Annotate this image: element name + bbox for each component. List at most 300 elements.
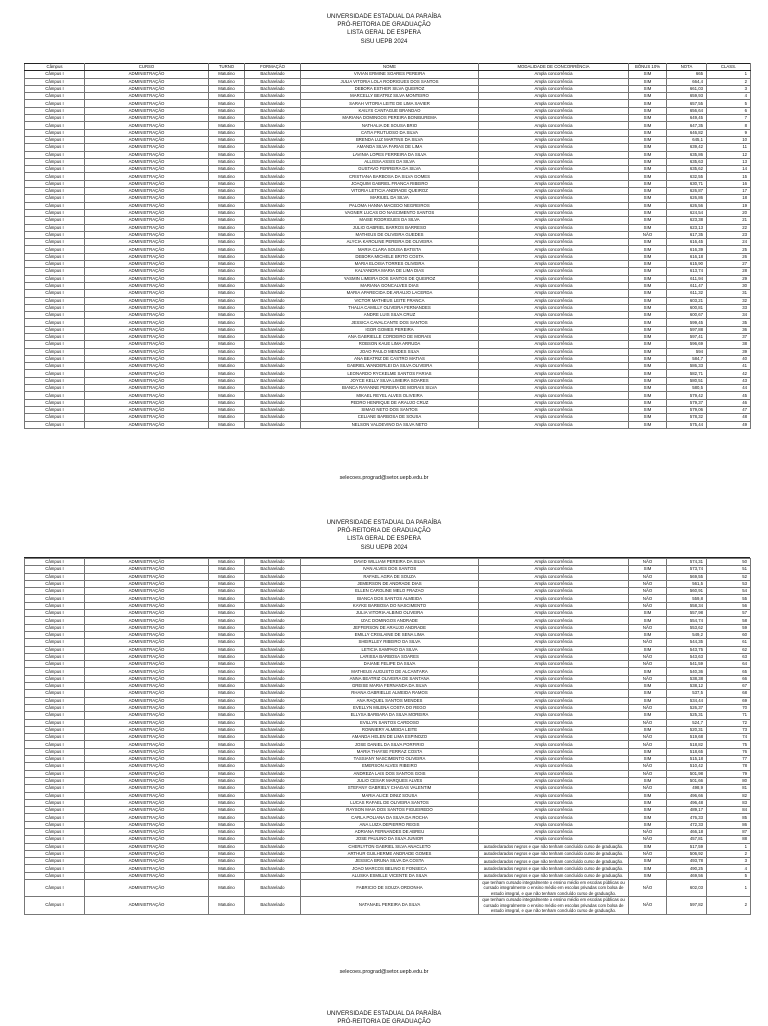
waitlist-table-page-1 [24, 63, 751, 429]
name-cell: CHERLYTON GABRIEL SILVA ANACLETO [301, 843, 479, 850]
bonus-cell: SIM [629, 151, 667, 158]
degree-cell: Bacharelado [245, 341, 301, 348]
table-row [25, 231, 751, 238]
score-cell: 510,42 [667, 763, 707, 770]
course-cell: ADMINISTRAÇÃO [85, 588, 209, 595]
table-row [25, 865, 751, 872]
shift-cell: Matutino [209, 261, 245, 268]
footer-email[interactable]: selecoes.prograd@setor.uepb.edu.br [339, 969, 429, 975]
bonus-cell: SIM [629, 173, 667, 180]
modality-cell: Ampla concorrência [479, 734, 629, 741]
course-cell: ADMINISTRAÇÃO [85, 158, 209, 165]
campus-cell: Câmpus I [25, 880, 85, 897]
modality-cell: Ampla concorrência [479, 173, 629, 180]
score-cell: 466,18 [667, 828, 707, 835]
rank-cell: 42 [707, 370, 751, 377]
prograd-name: PRÓ-REITORIA DE GRADUAÇÃO [337, 22, 431, 29]
score-cell: 541,59 [667, 661, 707, 668]
bonus-cell: NÃO [629, 880, 667, 897]
score-cell: 540,36 [667, 668, 707, 675]
course-cell: ADMINISTRAÇÃO [85, 807, 209, 814]
shift-cell: Matutino [209, 559, 245, 566]
bonus-cell: SIM [629, 712, 667, 719]
modality-cell: Ampla concorrência [479, 304, 629, 311]
rank-cell: 56 [707, 602, 751, 609]
score-cell: 603,21 [667, 297, 707, 304]
bonus-cell: NÃO [629, 828, 667, 835]
course-cell: ADMINISTRAÇÃO [85, 115, 209, 122]
shift-cell: Matutino [209, 865, 245, 872]
name-cell: EMILLY CRISLAINE DE SENA LIMA [301, 631, 479, 638]
rank-cell: 40 [707, 355, 751, 362]
name-cell: NATANAEL PEREIRA DA SILVA [301, 897, 479, 914]
shift-cell: Matutino [209, 115, 245, 122]
bonus-cell: SIM [629, 341, 667, 348]
degree-cell: Bacharelado [245, 93, 301, 100]
shift-cell: Matutino [209, 573, 245, 580]
degree-cell: Bacharelado [245, 115, 301, 122]
modality-cell: Ampla concorrência [479, 290, 629, 297]
campus-cell: Câmpus I [25, 770, 85, 777]
bonus-cell: NÃO [629, 675, 667, 682]
campus-cell: Câmpus I [25, 319, 85, 326]
shift-cell: Matutino [209, 93, 245, 100]
campus-cell: Câmpus I [25, 93, 85, 100]
shift-cell: Matutino [209, 188, 245, 195]
degree-cell: Bacharelado [245, 828, 301, 835]
modality-cell: Ampla concorrência [479, 129, 629, 136]
score-cell: 493,78 [667, 858, 707, 865]
table-row [25, 122, 751, 129]
degree-cell: Bacharelado [245, 588, 301, 595]
modality-cell: Ampla concorrência [479, 385, 629, 392]
modality-cell: Ampla concorrência [479, 231, 629, 238]
campus-cell: Câmpus I [25, 85, 85, 92]
prograd-name: PRÓ-REITORIA DE GRADUAÇÃO [337, 1019, 431, 1026]
name-cell: ANA RAQUEL SANTOS MENDES [301, 697, 479, 704]
shift-cell: Matutino [209, 770, 245, 777]
table-row [25, 363, 751, 370]
score-cell: 649,45 [667, 115, 707, 122]
rank-cell: 28 [707, 268, 751, 275]
shift-cell: Matutino [209, 828, 245, 835]
bonus-cell: NÃO [629, 595, 667, 602]
bonus-cell: SIM [629, 312, 667, 319]
shift-cell: Matutino [209, 639, 245, 646]
name-cell: NATHALIA DE SOUSA BRIO [301, 122, 479, 129]
score-cell: 543,63 [667, 653, 707, 660]
rank-cell: 37 [707, 333, 751, 340]
rank-cell: 24 [707, 239, 751, 246]
score-cell: 582,71 [667, 370, 707, 377]
campus-cell: Câmpus I [25, 719, 85, 726]
modality-cell: Ampla concorrência [479, 333, 629, 340]
course-cell: ADMINISTRAÇÃO [85, 719, 209, 726]
table-row [25, 385, 751, 392]
table-row [25, 392, 751, 399]
name-cell: AMANDA SILVA FARIAS DE LIMA [301, 144, 479, 151]
campus-cell: Câmpus I [25, 646, 85, 653]
table-row [25, 573, 751, 580]
bonus-cell: NÃO [629, 741, 667, 748]
score-cell: 498,9 [667, 785, 707, 792]
course-cell: ADMINISTRAÇÃO [85, 253, 209, 260]
modality-cell: Ampla concorrência [479, 617, 629, 624]
modality-cell: Ampla concorrência [479, 224, 629, 231]
course-cell: ADMINISTRAÇÃO [85, 231, 209, 238]
column-header: NOME [301, 64, 479, 71]
shift-cell: Matutino [209, 646, 245, 653]
bonus-cell: SIM [629, 748, 667, 755]
bonus-cell: SIM [629, 275, 667, 282]
campus-cell: Câmpus I [25, 129, 85, 136]
modality-cell: Ampla concorrência [479, 297, 629, 304]
campus-cell: Câmpus I [25, 559, 85, 566]
course-cell: ADMINISTRAÇÃO [85, 683, 209, 690]
shift-cell: Matutino [209, 880, 245, 897]
shift-cell: Matutino [209, 617, 245, 624]
campus-cell: Câmpus I [25, 370, 85, 377]
shift-cell: Matutino [209, 78, 245, 85]
degree-cell: Bacharelado [245, 151, 301, 158]
course-cell: ADMINISTRAÇÃO [85, 348, 209, 355]
score-cell: 586,33 [667, 363, 707, 370]
name-cell: ARTHUR GUILHERME ANDRADE GOMES [301, 850, 479, 857]
modality-cell: Ampla concorrência [479, 217, 629, 224]
footer-email[interactable]: selecoes.prograd@setor.uepb.edu.br [339, 475, 429, 481]
score-cell: 616,39 [667, 246, 707, 253]
bonus-cell: SIM [629, 319, 667, 326]
table-row [25, 566, 751, 573]
bonus-cell: SIM [629, 195, 667, 202]
modality-cell: Ampla concorrência [479, 763, 629, 770]
score-cell: 600,81 [667, 304, 707, 311]
sisu-title: SiSU UEPB 2024 [360, 544, 408, 551]
rank-cell: 4 [707, 865, 751, 872]
campus-cell: Câmpus I [25, 239, 85, 246]
course-cell: ADMINISTRAÇÃO [85, 799, 209, 806]
page-header-2 [0, 519, 768, 552]
shift-cell: Matutino [209, 231, 245, 238]
name-cell: KAYKE BARBOSA DO NASCIMENTO [301, 602, 479, 609]
course-cell: ADMINISTRAÇÃO [85, 406, 209, 413]
table-row [25, 559, 751, 566]
name-cell: KALYANDRA MARIA DE LIMA DIAS [301, 268, 479, 275]
modality-cell: autodeclarados negros e que não tenham concluído curso de graduação. [479, 850, 629, 857]
modality-cell: Ampla concorrência [479, 363, 629, 370]
table-row [25, 748, 751, 755]
score-cell: 580,51 [667, 377, 707, 384]
rank-cell: 3 [707, 858, 751, 865]
score-cell: 626,86 [667, 195, 707, 202]
table-row [25, 792, 751, 799]
course-cell: ADMINISTRAÇÃO [85, 653, 209, 660]
rank-cell: 33 [707, 304, 751, 311]
campus-cell: Câmpus I [25, 690, 85, 697]
rank-cell: 47 [707, 406, 751, 413]
shift-cell: Matutino [209, 326, 245, 333]
table-row [25, 588, 751, 595]
table-row [25, 304, 751, 311]
campus-cell: Câmpus I [25, 217, 85, 224]
name-cell: JESSICA CAVALCANTE DOS SANTOS [301, 319, 479, 326]
modality-cell: Ampla concorrência [479, 144, 629, 151]
rank-cell: 82 [707, 792, 751, 799]
modality-cell: Ampla concorrência [479, 580, 629, 587]
name-cell: JOSE DANIEL DA SILVA PORFIRIO [301, 741, 479, 748]
modality-cell: Ampla concorrência [479, 312, 629, 319]
rank-cell: 4 [707, 93, 751, 100]
rank-cell: 1 [707, 71, 751, 78]
table-row [25, 653, 751, 660]
table-row [25, 166, 751, 173]
bonus-cell: NÃO [629, 624, 667, 631]
score-cell: 549,2 [667, 631, 707, 638]
rank-cell: 29 [707, 275, 751, 282]
course-cell: ADMINISTRAÇÃO [85, 246, 209, 253]
rank-cell: 17 [707, 188, 751, 195]
name-cell: CATIA FRUTUOSO DA SILVA [301, 129, 479, 136]
degree-cell: Bacharelado [245, 363, 301, 370]
bonus-cell: NÃO [629, 763, 667, 770]
shift-cell: Matutino [209, 377, 245, 384]
rank-cell: 41 [707, 363, 751, 370]
shift-cell: Matutino [209, 785, 245, 792]
name-cell: GUSTAVO FERREIRA DA SILVA [301, 166, 479, 173]
degree-cell: Bacharelado [245, 209, 301, 216]
name-cell: RAFAEL AGRA DE SOUZA [301, 573, 479, 580]
shift-cell: Matutino [209, 122, 245, 129]
course-cell: ADMINISTRAÇÃO [85, 363, 209, 370]
shift-cell: Matutino [209, 107, 245, 114]
score-cell: 506,92 [667, 850, 707, 857]
shift-cell: Matutino [209, 872, 245, 879]
name-cell: RONNIERY ALMEIDA LEITE [301, 726, 479, 733]
score-cell: 518,82 [667, 741, 707, 748]
campus-cell: Câmpus I [25, 406, 85, 413]
campus-cell: Câmpus I [25, 71, 85, 78]
degree-cell: Bacharelado [245, 777, 301, 784]
modality-cell: Ampla concorrência [479, 282, 629, 289]
name-cell: MIKAEL REYEL ALVES OLIVEIRA [301, 392, 479, 399]
shift-cell: Matutino [209, 624, 245, 631]
column-header: CLASS. [707, 64, 751, 71]
modality-cell: Ampla concorrência [479, 85, 629, 92]
course-cell: ADMINISTRAÇÃO [85, 785, 209, 792]
campus-cell: Câmpus I [25, 268, 85, 275]
campus-cell: Câmpus I [25, 78, 85, 85]
campus-cell: Câmpus I [25, 173, 85, 180]
rank-cell: 38 [707, 341, 751, 348]
rank-cell: 70 [707, 704, 751, 711]
rank-cell: 18 [707, 195, 751, 202]
score-cell: 472,33 [667, 821, 707, 828]
table-row [25, 697, 751, 704]
bonus-cell: SIM [629, 807, 667, 814]
campus-cell: Câmpus I [25, 355, 85, 362]
rank-cell: 76 [707, 748, 751, 755]
course-cell: ADMINISTRAÇÃO [85, 897, 209, 914]
name-cell: BIANCA DOS SANTOS ALMEIDA [301, 595, 479, 602]
name-cell: MARIA ELOISA TORRES OLIVEIRA [301, 261, 479, 268]
table-row [25, 763, 751, 770]
name-cell: JESSICA BRUNA SILVA DA COSTA [301, 858, 479, 865]
modality-cell: Ampla concorrência [479, 188, 629, 195]
degree-cell: Bacharelado [245, 836, 301, 843]
rank-cell: 55 [707, 595, 751, 602]
campus-cell: Câmpus I [25, 115, 85, 122]
degree-cell: Bacharelado [245, 741, 301, 748]
name-cell: IZAC DOMINGOS ANDRADE [301, 617, 479, 624]
bonus-cell: SIM [629, 421, 667, 428]
score-cell: 596,69 [667, 341, 707, 348]
score-cell: 635,62 [667, 166, 707, 173]
campus-cell: Câmpus I [25, 261, 85, 268]
modality-cell: Ampla concorrência [479, 821, 629, 828]
table-row [25, 646, 751, 653]
rank-cell: 25 [707, 246, 751, 253]
degree-cell: Bacharelado [245, 348, 301, 355]
table-row [25, 821, 751, 828]
table-row [25, 683, 751, 690]
score-cell: 617,35 [667, 231, 707, 238]
course-cell: ADMINISTRAÇÃO [85, 217, 209, 224]
course-cell: ADMINISTRAÇÃO [85, 268, 209, 275]
name-cell: CELIANE BARBOSA DE SOUSA [301, 414, 479, 421]
rank-cell: 35 [707, 319, 751, 326]
course-cell: ADMINISTRAÇÃO [85, 399, 209, 406]
score-cell: 645,1 [667, 136, 707, 143]
shift-cell: Matutino [209, 355, 245, 362]
degree-cell: Bacharelado [245, 129, 301, 136]
table-row [25, 897, 751, 914]
course-cell: ADMINISTRAÇÃO [85, 71, 209, 78]
rank-cell: 52 [707, 573, 751, 580]
campus-cell: Câmpus I [25, 297, 85, 304]
course-cell: ADMINISTRAÇÃO [85, 275, 209, 282]
course-cell: ADMINISTRAÇÃO [85, 173, 209, 180]
course-cell: ADMINISTRAÇÃO [85, 195, 209, 202]
score-cell: 597,88 [667, 326, 707, 333]
shift-cell: Matutino [209, 799, 245, 806]
bonus-cell: SIM [629, 129, 667, 136]
modality-cell: Ampla concorrência [479, 414, 629, 421]
shift-cell: Matutino [209, 777, 245, 784]
rank-cell: 58 [707, 617, 751, 624]
score-cell: 623,13 [667, 224, 707, 231]
modality-cell: Ampla concorrência [479, 348, 629, 355]
degree-cell: Bacharelado [245, 100, 301, 107]
bonus-cell: NÃO [629, 588, 667, 595]
name-cell: DEBORA MICHELE BRITO COSTA [301, 253, 479, 260]
rank-cell: 78 [707, 763, 751, 770]
name-cell: MATHEUS DE OLIVEIRA GUEDES [301, 231, 479, 238]
course-cell: ADMINISTRAÇÃO [85, 566, 209, 573]
name-cell: ANDREZA LAIS DOS SANTOS GOIS [301, 770, 479, 777]
shift-cell: Matutino [209, 297, 245, 304]
score-cell: 543,75 [667, 646, 707, 653]
course-cell: ADMINISTRAÇÃO [85, 93, 209, 100]
table-row [25, 326, 751, 333]
degree-cell: Bacharelado [245, 661, 301, 668]
table-row [25, 129, 751, 136]
name-cell: CARLA POLIANA DA SILVA DA ROCHA [301, 814, 479, 821]
degree-cell: Bacharelado [245, 683, 301, 690]
name-cell: ANA BEATRIZ DE CASTRO MATIAS [301, 355, 479, 362]
score-cell: 647,35 [667, 122, 707, 129]
bonus-cell: SIM [629, 100, 667, 107]
degree-cell: Bacharelado [245, 646, 301, 653]
degree-cell: Bacharelado [245, 880, 301, 897]
campus-cell: Câmpus I [25, 785, 85, 792]
bonus-cell: SIM [629, 115, 667, 122]
shift-cell: Matutino [209, 566, 245, 573]
name-cell: LAVINIA LOPES FERREIRA DA SILVA [301, 151, 479, 158]
score-cell: 515,18 [667, 756, 707, 763]
modality-cell: Ampla concorrência [479, 253, 629, 260]
name-cell: ALYCIA KAROLINE PEREIRA DE OLIVEIRA [301, 239, 479, 246]
rank-cell: 11 [707, 144, 751, 151]
campus-cell: Câmpus I [25, 843, 85, 850]
modality-cell: Ampla concorrência [479, 690, 629, 697]
name-cell: CRISTIANA BARBOSA DA SILVA GOMES [301, 173, 479, 180]
table-row [25, 319, 751, 326]
rank-cell: 1 [707, 880, 751, 897]
modality-cell: Ampla concorrência [479, 748, 629, 755]
bonus-cell: SIM [629, 414, 667, 421]
degree-cell: Bacharelado [245, 814, 301, 821]
degree-cell: Bacharelado [245, 690, 301, 697]
campus-cell: Câmpus I [25, 610, 85, 617]
name-cell: PALOMA HANNA MACEDO NEGREIROS [301, 202, 479, 209]
score-cell: 489,17 [667, 807, 707, 814]
shift-cell: Matutino [209, 748, 245, 755]
degree-cell: Bacharelado [245, 653, 301, 660]
degree-cell: Bacharelado [245, 78, 301, 85]
modality-cell: Ampla concorrência [479, 195, 629, 202]
modality-cell: Ampla concorrência [479, 602, 629, 609]
rank-cell: 23 [707, 231, 751, 238]
score-cell: 558,34 [667, 602, 707, 609]
table-row [25, 224, 751, 231]
rank-cell: 21 [707, 217, 751, 224]
modality-cell: autodeclarados negros e que não tenham concluído curso de graduação. [479, 872, 629, 879]
score-cell: 544,35 [667, 639, 707, 646]
table-row [25, 261, 751, 268]
campus-cell: Câmpus I [25, 865, 85, 872]
degree-cell: Bacharelado [245, 195, 301, 202]
table-row [25, 602, 751, 609]
modality-cell: Ampla concorrência [479, 675, 629, 682]
score-cell: 526,37 [667, 704, 707, 711]
name-cell: JOSE PAULINO DA SILVA JUNIOR [301, 836, 479, 843]
name-cell: BIANCA RAYANNE PEREIRA DE MORAIS SILVA [301, 385, 479, 392]
bonus-cell: SIM [629, 814, 667, 821]
list-title: LISTA GERAL DE ESPERA [347, 536, 421, 543]
campus-cell: Câmpus I [25, 246, 85, 253]
campus-cell: Câmpus I [25, 814, 85, 821]
degree-cell: Bacharelado [245, 231, 301, 238]
campus-cell: Câmpus I [25, 858, 85, 865]
shift-cell: Matutino [209, 341, 245, 348]
table-row [25, 93, 751, 100]
table-row [25, 268, 751, 275]
name-cell: ANNA BEATRIZ OLIVEIRA DE SANTANA [301, 675, 479, 682]
column-header: CURSO [85, 64, 209, 71]
name-cell: LUCAS RAFAEL DE OLIVEIRA SANTOS [301, 799, 479, 806]
course-cell: ADMINISTRAÇÃO [85, 290, 209, 297]
campus-cell: Câmpus I [25, 290, 85, 297]
